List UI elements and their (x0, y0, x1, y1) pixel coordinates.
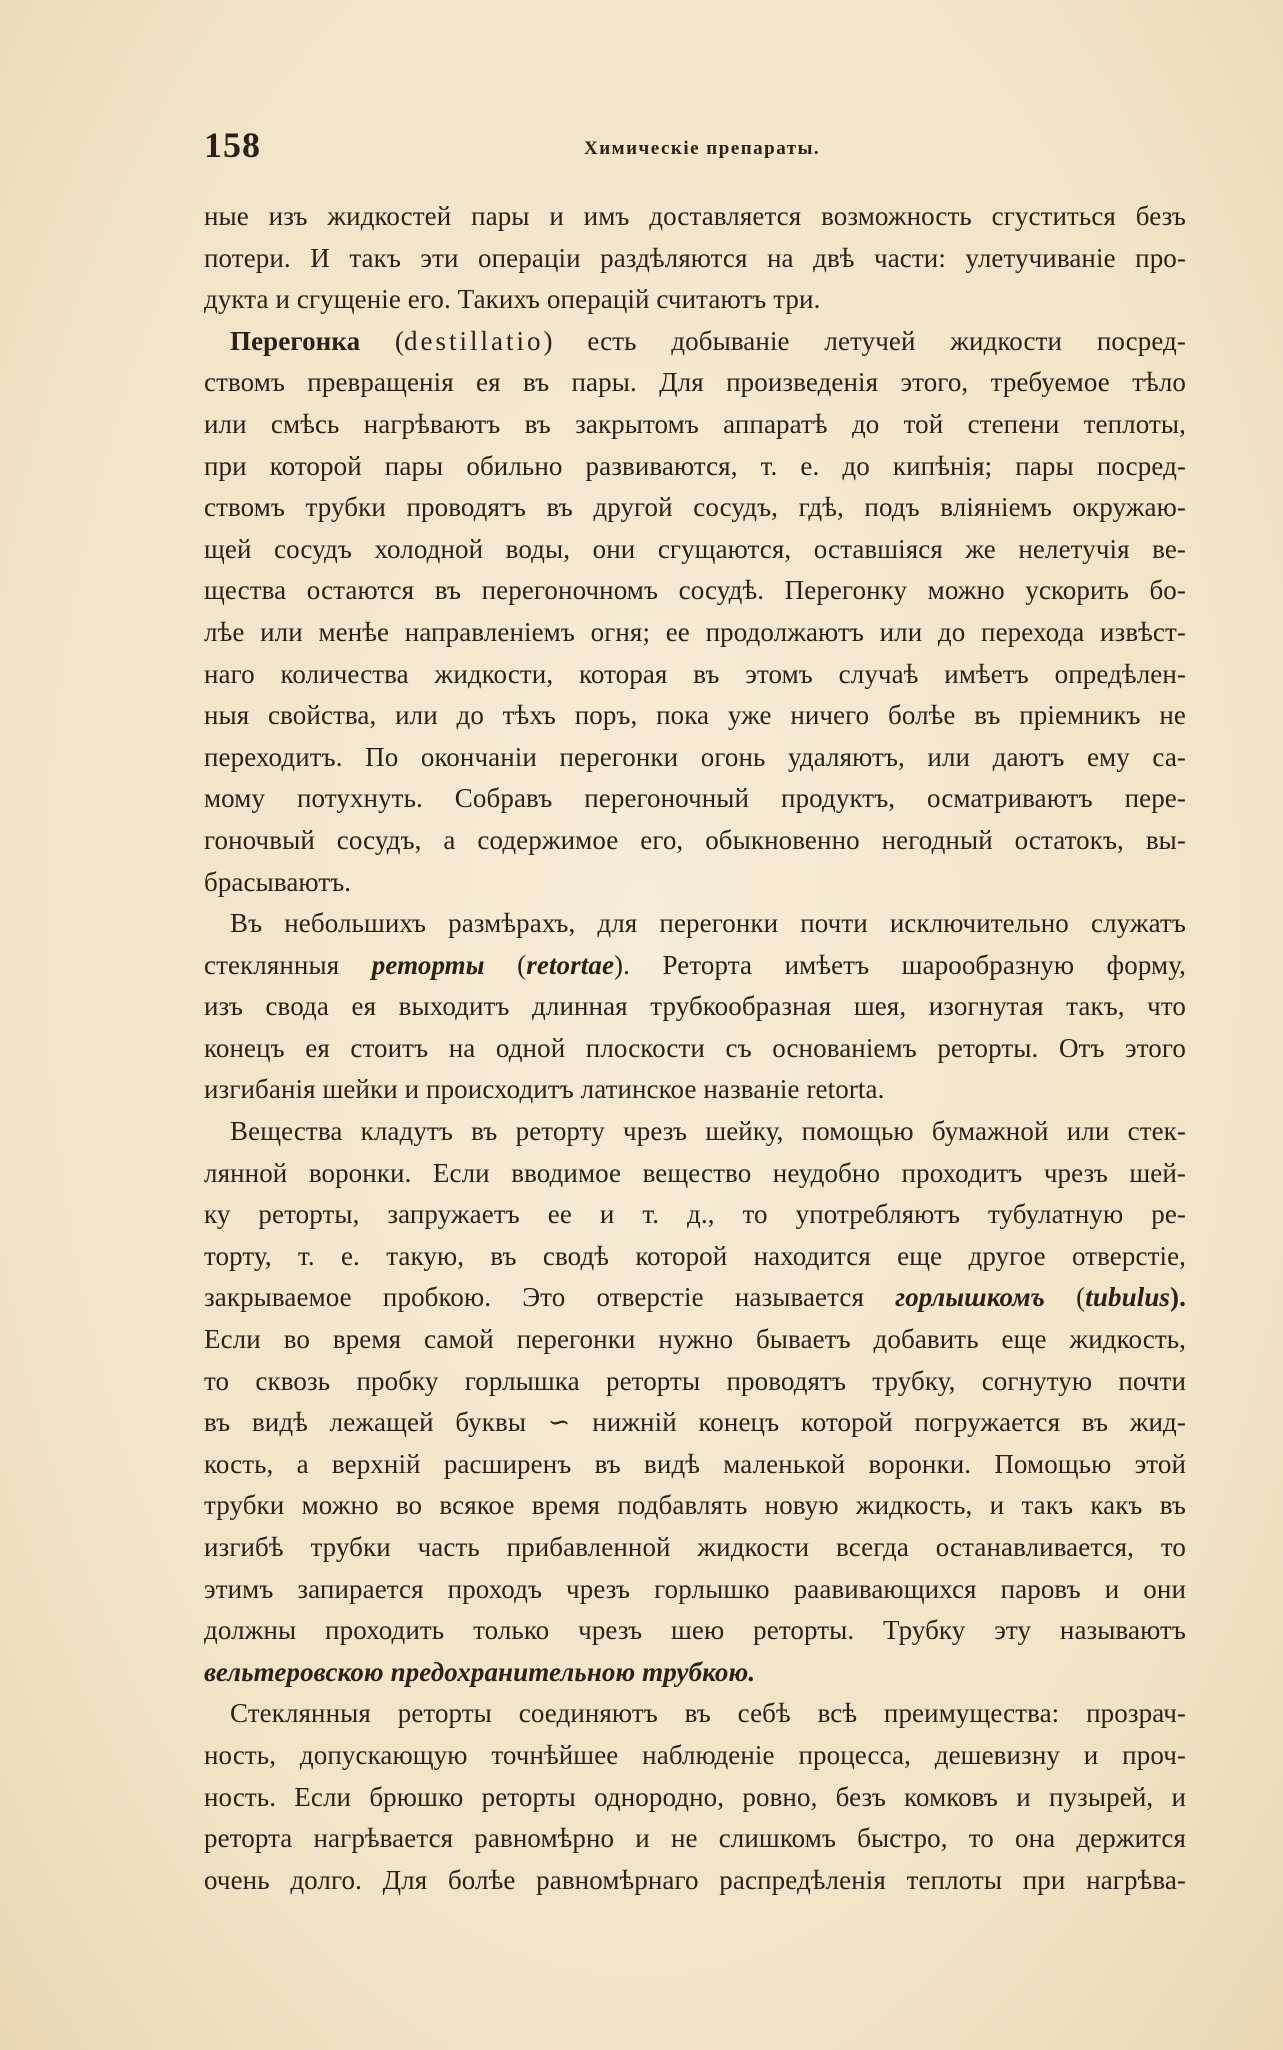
emphasis-text: горлышкомъ (895, 1282, 1046, 1313)
text-line (204, 1236, 1186, 1278)
text-line (204, 238, 1186, 280)
styled-text: Перегонка (230, 325, 361, 356)
text-segment: торту, т. е. такую, въ сводѣ которой находится еще другое отверстіе, (204, 1240, 1186, 1271)
running-head: Химическіе препараты. (584, 138, 821, 159)
text-line (204, 1153, 1186, 1195)
text-segment: этимъ запирается проходъ чрезъ горлышко раавивающихся паровъ и они (204, 1573, 1186, 1604)
text-segment: щества остаются въ перегоночномъ сосудѣ. Перегонку можно ускорить бо- (204, 575, 1186, 606)
text-segment: брасываютъ. (204, 866, 352, 897)
text-line (204, 778, 1186, 820)
text-line (204, 1319, 1186, 1361)
text-segment: стеклянныя (204, 949, 372, 980)
text-line (204, 1693, 1186, 1735)
text-line (204, 986, 1186, 1028)
text-segment: ) есть добываніе летучей жидкости посред- (543, 325, 1186, 356)
text-segment: гоночвый сосудъ, а содержимое его, обыкновенно негодный остатокъ, вы- (204, 824, 1186, 855)
text-line (204, 1735, 1186, 1777)
text-line (204, 362, 1186, 404)
text-line (204, 1277, 1186, 1319)
text-segment: ( (484, 949, 527, 980)
text-line (204, 654, 1186, 696)
body-text (204, 196, 1186, 1901)
text-segment: изгибанія шейки и происходитъ латинское названіе retorta. (204, 1074, 885, 1105)
text-segment: Если во время самой перегонки нужно бываетъ добавить еще жидкость, (204, 1324, 1186, 1355)
text-line (204, 1111, 1186, 1153)
text-segment: изгибѣ трубки часть прибавленной жидкости всегда останавливается, то (204, 1532, 1186, 1562)
text-segment: лянной воронки. Если вводимое вещество неудобно проходитъ чрезъ шей- (204, 1157, 1186, 1188)
text-segment: то сквозь пробку горлышка реторты проводятъ трубку, согнутую почти (204, 1365, 1186, 1396)
text-segment: Вещества кладутъ въ реторту чрезъ шейку, помощью бумажной или стек- (230, 1116, 1186, 1147)
text-line (204, 487, 1186, 529)
text-segment: Въ небольшихъ размѣрахъ, для перегонки почти исключительно служатъ (230, 908, 1186, 939)
styled-text: ). (1170, 1282, 1186, 1313)
emphasis-text: вельтеровскою предохранительною трубкою. (204, 1656, 756, 1687)
emphasis-text: retortae (526, 949, 615, 980)
page-number: 158 (204, 125, 261, 165)
text-line (204, 1818, 1186, 1860)
text-segment: закрываемое пробкою. Это отверстіе называется (204, 1282, 896, 1313)
text-segment: Стеклянныя реторты соединяютъ въ себѣ всѣ преимущества: прозрач- (230, 1698, 1186, 1729)
emphasis-text: реторты (371, 949, 485, 980)
text-line (204, 612, 1186, 654)
text-line (204, 279, 1186, 321)
text-line (204, 1361, 1186, 1403)
text-segment: мому потухнуть. Собравъ перегоночный продуктъ, осматриваютъ пере- (204, 783, 1186, 814)
text-segment: ность. Если брюшко реторты однородно, ровно, безъ комковъ и пузырей, и (204, 1781, 1186, 1812)
text-line (204, 695, 1186, 737)
text-segment: конецъ ея стоитъ на одной плоскости съ основаніемъ реторты. Отъ этого (204, 1032, 1186, 1063)
text-line (204, 1569, 1186, 1611)
text-line (204, 1527, 1186, 1569)
text-line (204, 1194, 1186, 1236)
text-line (204, 529, 1186, 571)
text-line (204, 1652, 1186, 1694)
text-segment: въ видѣ лежащей буквы ∽ нижній конецъ которой погружается въ жид- (204, 1407, 1186, 1438)
text-line (204, 321, 1186, 363)
text-segment: наго количества жидкости, которая въ этомъ случаѣ имѣетъ опредѣлен- (204, 658, 1186, 689)
text-segment: ные изъ жидкостей пары и имъ доставляется возможность сгуститься безъ (204, 201, 1186, 231)
text-segment: изъ свода ея выходитъ длинная трубкообразная шея, изогнутая такъ, что (204, 991, 1186, 1022)
styled-text: destillatio (404, 325, 544, 356)
text-segment: ( (1045, 1282, 1086, 1313)
text-segment: при которой пары обильно развиваются, т. е. до кипѣнія; пары посред- (204, 450, 1186, 481)
text-line (204, 820, 1186, 862)
text-segment: лѣе или менѣе направленіемъ огня; ее продолжаютъ или до перехода извѣст- (204, 616, 1186, 647)
text-segment: ( (360, 325, 405, 356)
text-line (204, 1028, 1186, 1070)
text-line (204, 1485, 1186, 1527)
text-line (204, 446, 1186, 488)
text-line (204, 903, 1186, 945)
text-line (204, 1402, 1186, 1444)
text-segment: ствомъ трубки проводятъ въ другой сосудъ, гдѣ, подъ вліяніемъ окружаю- (204, 492, 1186, 523)
text-line (204, 1777, 1186, 1819)
text-segment: ныя свойства, или до тѣхъ поръ, пока уже ничего болѣе въ пріемникъ не (204, 700, 1186, 731)
text-line (204, 196, 1186, 238)
text-line (204, 737, 1186, 779)
text-segment: ку реторты, запружаетъ ее и т. д., то употребляютъ тубулатную ре- (204, 1199, 1186, 1230)
text-segment: реторта нагрѣвается равномѣрно и не слишкомъ быстро, то она держится (204, 1823, 1186, 1854)
text-segment: потери. И такъ эти операціи раздѣляются на двѣ части: улетучиваніе про- (204, 242, 1186, 273)
text-segment: трубки можно во всякое время подбавлять новую жидкость, и такъ какъ въ (204, 1490, 1186, 1521)
text-segment: или смѣсь нагрѣваютъ въ закрытомъ аппаратѣ до той степени теплоты, (204, 408, 1186, 439)
text-line (204, 1610, 1186, 1652)
text-segment: щей сосудъ холодной воды, они сгущаются, оставшіяся же нелетучія ве- (204, 533, 1186, 564)
text-segment: переходитъ. По окончаніи перегонки огонь удаляютъ, или даютъ ему са- (204, 741, 1186, 772)
text-line (204, 570, 1186, 612)
emphasis-text: tubulus (1085, 1282, 1171, 1313)
text-line (204, 862, 1186, 904)
text-segment: очень долго. Для болѣе равномѣрнаго распредѣленія теплоты при нагрѣва- (204, 1864, 1186, 1895)
text-line (204, 1444, 1186, 1486)
text-segment: ность, допускающую точнѣйшее наблюденіе процесса, дешевизну и проч- (204, 1739, 1186, 1770)
text-line (204, 1069, 1186, 1111)
text-line (204, 404, 1186, 446)
text-segment: должны проходить только чрезъ шею реторты. Трубку эту называютъ (204, 1615, 1186, 1646)
text-segment: дукта и сгущеніе его. Такихъ операцій считаютъ три. (204, 284, 821, 315)
text-segment: кость, а верхній расширенъ въ видѣ маленькой воронки. Помощью этой (204, 1448, 1186, 1479)
page-header (204, 124, 1092, 174)
text-segment: ствомъ превращенія ея въ пары. Для произведенія этого, требуемое тѣло (204, 367, 1186, 398)
text-segment: ). Реторта имѣетъ шарообразную форму, (614, 949, 1186, 980)
text-line (204, 1860, 1186, 1902)
text-line (204, 945, 1186, 987)
